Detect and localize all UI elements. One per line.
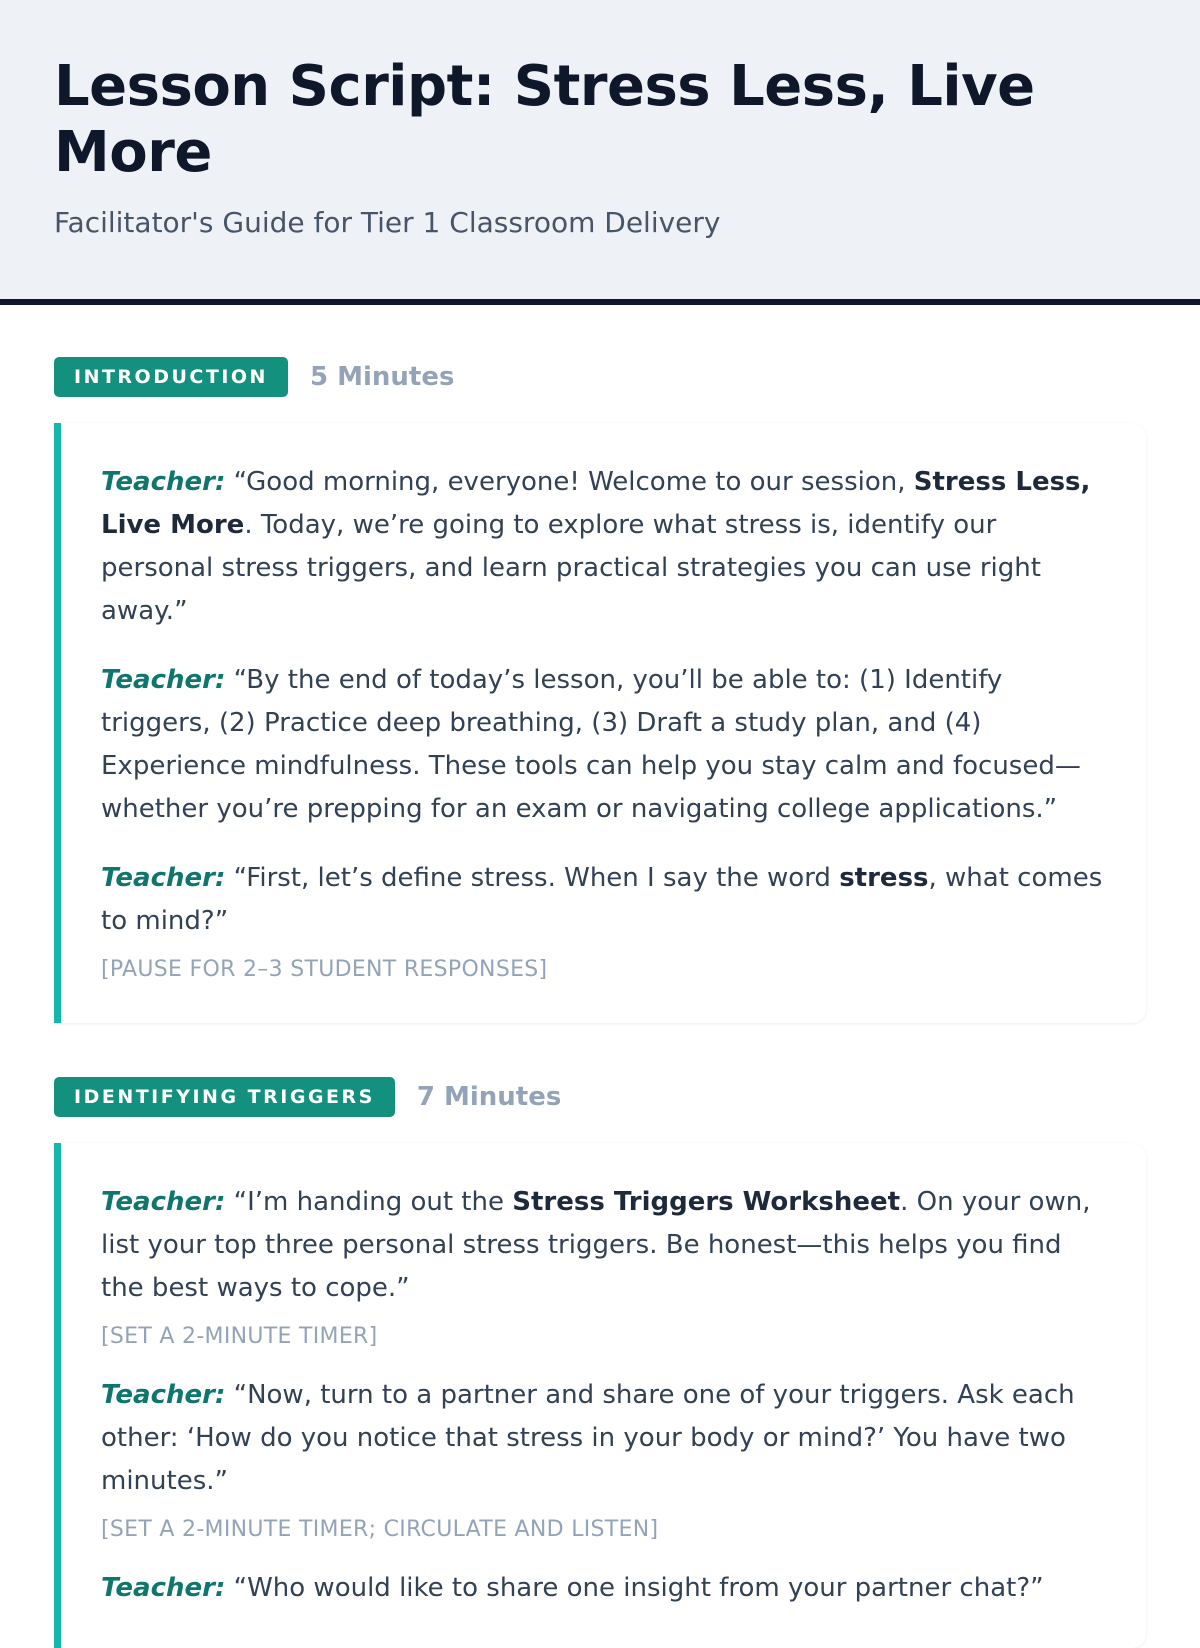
page-title: Lesson Script: Stress Less, Live More [54, 54, 1035, 185]
script-text: “Who would like to share one insight from your partner chat?” [225, 1573, 1044, 1603]
script-card [54, 1143, 1146, 1648]
section-identifying-triggers [54, 1077, 1146, 1648]
script-card [54, 423, 1146, 1023]
page-header [0, 0, 1200, 305]
script-emphasis: stress [839, 863, 929, 893]
script-text: “I’m handing out the [225, 1187, 513, 1217]
script-line [101, 1567, 1106, 1610]
page-subtitle: Facilitator's Guide for Tier 1 Classroom Delivery [54, 206, 721, 239]
speaker-label: Teacher: [101, 1573, 226, 1603]
speaker-label: Teacher: [101, 1380, 226, 1410]
script-text: “First, let’s define stress. When I say the word [225, 863, 840, 893]
section-duration: 5 Minutes [309, 362, 455, 392]
script-line [101, 659, 1106, 831]
script-emphasis: Stress Triggers Worksheet [512, 1187, 901, 1217]
script-text: . Today, we’re going to explore what stress is, identify our personal stress triggers, and learn practical strategies you can use right away.” [101, 510, 1041, 626]
script-text: “By the end of today’s lesson, you’ll be able to: (1) Identify triggers, (2) Practice deep breathing, (3) Draft a study plan, and (4) Experience mindfulness. These tools can help you stay calm and focused—whether you’re prepping for an exam or navigating college applications.” [101, 665, 1081, 824]
section-badge: IDENTIFYING TRIGGERS [54, 1077, 395, 1117]
speaker-label: Teacher: [101, 467, 226, 497]
section-badge: INTRODUCTION [54, 357, 288, 397]
script-text: “Now, turn to a partner and share one of your triggers. Ask each other: ‘How do you notice that stress in your body or mind?’ You have two minutes.” [101, 1380, 1075, 1496]
script-line [101, 1374, 1106, 1503]
lesson-content [0, 305, 1200, 1648]
script-emphasis: Stress Less, Live More [101, 467, 1091, 540]
script-line [101, 461, 1106, 633]
section-header [54, 357, 1146, 397]
section-introduction [54, 357, 1146, 1023]
stage-direction: [SET A 2-MINUTE TIMER] [101, 1324, 378, 1349]
script-line [101, 857, 1106, 943]
script-text: “Good morning, everyone! Welcome to our session, [225, 467, 914, 497]
script-line [101, 1181, 1106, 1310]
section-header [54, 1077, 1146, 1117]
speaker-label: Teacher: [101, 863, 226, 893]
script-text: , what comes to mind?” [101, 863, 1103, 936]
section-duration: 7 Minutes [416, 1082, 562, 1112]
speaker-label: Teacher: [101, 665, 226, 695]
script-text: . On your own, list your top three personal stress triggers. Be honest—this helps you find the best ways to cope.” [101, 1187, 1091, 1303]
stage-direction: [SET A 2-MINUTE TIMER; CIRCULATE AND LISTEN] [101, 1517, 659, 1542]
stage-direction: [PAUSE FOR 2–3 STUDENT RESPONSES] [101, 957, 548, 982]
speaker-label: Teacher: [101, 1187, 226, 1217]
